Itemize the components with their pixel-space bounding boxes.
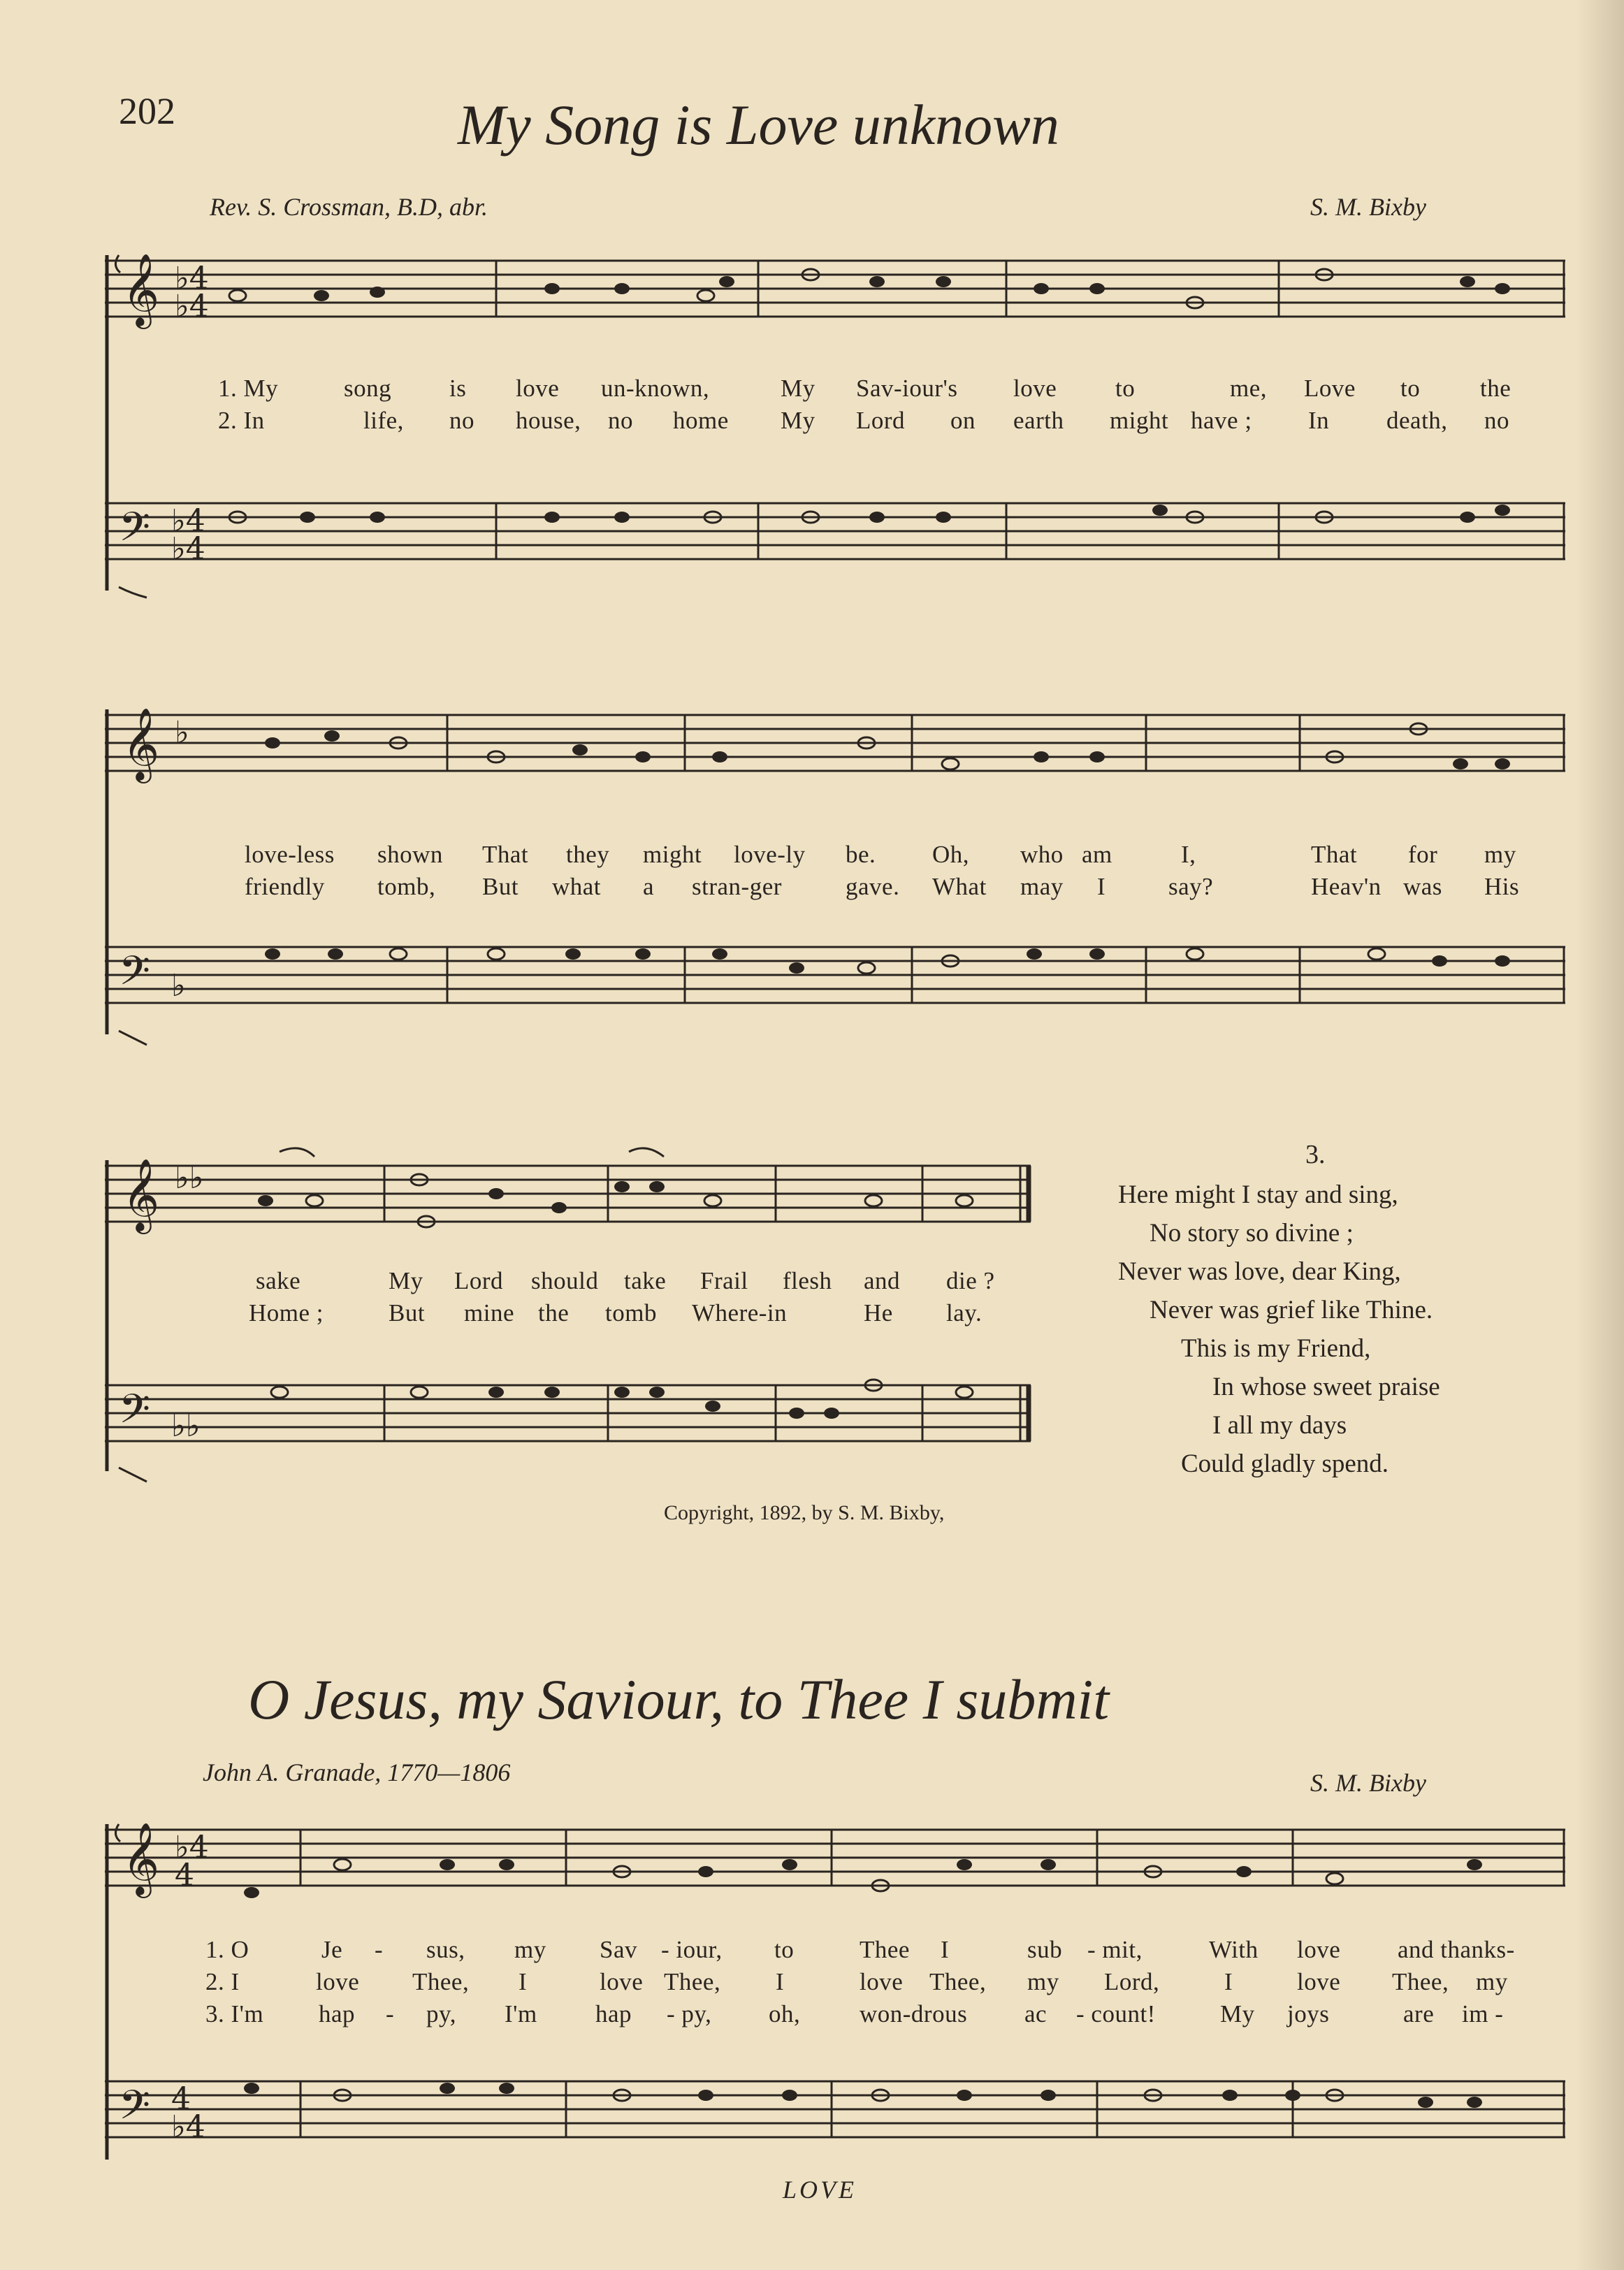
lyrics-verse-3-hymn-2: 3. I'm hap - py, I'm hap - py, oh, won-drous ac - count! My joys are im - xyxy=(205,2000,1504,2027)
page-number: 202 xyxy=(119,90,175,132)
composer-credit: S. M. Bixby xyxy=(1310,1769,1426,1797)
lyrics-verse-2-system-2: friendly tomb, But what a stran-ger gave. What may I say? Heav'n was His xyxy=(245,873,1520,900)
stanza-line: Never was grief like Thine. xyxy=(1150,1296,1433,1324)
svg-text:𝄢: 𝄢 xyxy=(119,947,151,1004)
svg-text:♭4: ♭4 xyxy=(175,289,209,324)
svg-text:𝄢: 𝄢 xyxy=(119,503,151,561)
stanza-line: I all my days xyxy=(1212,1411,1347,1440)
svg-text:4: 4 xyxy=(175,1858,194,1893)
composer-credit: S. M. Bixby xyxy=(1310,193,1426,221)
stanza-line: In whose sweet praise xyxy=(1212,1373,1440,1401)
svg-text:𝄞: 𝄞 xyxy=(122,1822,160,1895)
hymn-title: O Jesus, my Saviour, to Thee I submit xyxy=(248,1668,1110,1731)
svg-text:♭4: ♭4 xyxy=(171,531,205,567)
stanza-line: No story so divine ; xyxy=(1150,1219,1354,1248)
stanza-line: This is my Friend, xyxy=(1181,1334,1371,1363)
lyrics-verse-1-system-1: 1. My song is love un-known, My Sav-iour's love to me, Love to the xyxy=(218,375,1511,402)
stanza-number: 3. xyxy=(1305,1140,1326,1169)
lyrics-verse-1-system-2: love-less shown That they might love-ly be. Oh, who am I, That for my xyxy=(245,841,1516,868)
svg-text:♭4: ♭4 xyxy=(171,503,205,539)
footer-section-word: LOVE xyxy=(783,2176,857,2204)
svg-text:𝄢: 𝄢 xyxy=(119,1385,151,1443)
copyright-notice: Copyright, 1892, by S. M. Bixby, xyxy=(664,1501,945,1524)
lyrics-verse-2-system-1: 2. In life, no house, no home My Lord on earth might have ; In death, no xyxy=(218,407,1509,434)
lyrics-verse-1-system-3: sake My Lord should take Frail flesh and die ? xyxy=(256,1267,995,1294)
stanza-line: Here might I stay and sing, xyxy=(1118,1180,1398,1209)
svg-text:♭♭: ♭♭ xyxy=(171,1408,201,1444)
svg-text:𝄢: 𝄢 xyxy=(119,2081,151,2139)
page-edge-shadow xyxy=(1575,0,1624,2270)
svg-text:♭4: ♭4 xyxy=(175,1830,209,1865)
svg-text:𝄞: 𝄞 xyxy=(122,707,160,781)
svg-text:4: 4 xyxy=(171,2081,191,2117)
lyrics-verse-2-hymn-2: 2. I love Thee, I love Thee, I love Thee, my Lord, I love Thee, my xyxy=(205,1968,1508,1995)
lyrics-verse-1-hymn-2: 1. O Je - sus, my Sav - iour, to Thee I sub - mit, With love and thanks- xyxy=(205,1936,1515,1963)
svg-text:𝄞: 𝄞 xyxy=(122,253,160,326)
svg-text:𝄞: 𝄞 xyxy=(122,1158,160,1231)
hymn-title: My Song is Love unknown xyxy=(458,93,1059,157)
author-credit: John A. Granade, 1770—1806 xyxy=(203,1758,511,1786)
lyrics-verse-2-system-3: Home ; But mine the tomb Where-in He lay. xyxy=(249,1299,983,1326)
stanza-line: Could gladly spend. xyxy=(1181,1450,1389,1478)
author-credit: Rev. S. Crossman, B.D, abr. xyxy=(210,193,488,221)
svg-text:♭♭: ♭♭ xyxy=(175,1160,204,1196)
svg-text:♭: ♭ xyxy=(175,715,189,751)
svg-text:♭: ♭ xyxy=(171,968,186,1004)
svg-text:♭4: ♭4 xyxy=(171,2109,205,2145)
svg-text:♭4: ♭4 xyxy=(175,261,209,296)
stanza-line: Never was love, dear King, xyxy=(1118,1257,1401,1286)
